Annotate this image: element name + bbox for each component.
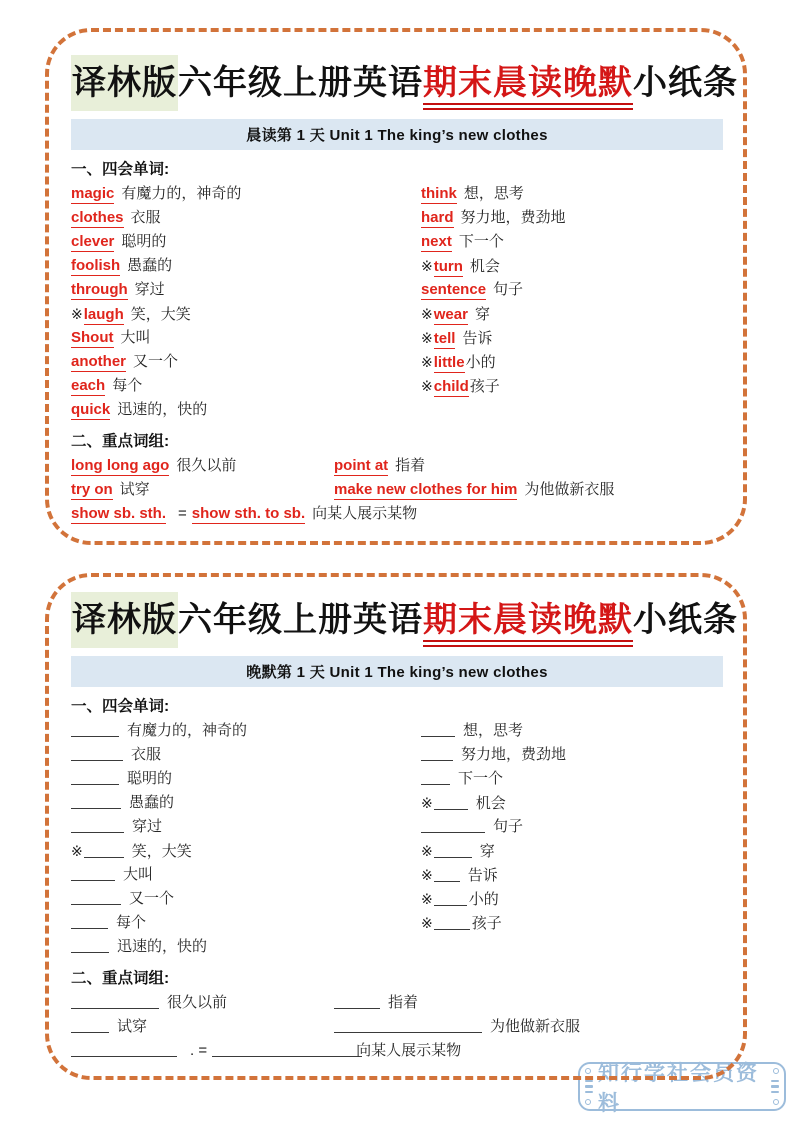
answer-blank — [71, 817, 124, 833]
word-row — [71, 230, 421, 254]
chinese-meaning: 愚蠢的 — [129, 794, 175, 811]
word-row — [421, 350, 723, 374]
section-words-label: 一、四会单词: — [71, 161, 170, 178]
word-row — [71, 911, 421, 935]
word-row — [421, 182, 723, 206]
chinese-meaning: 努力地，费劲地 — [460, 209, 566, 226]
english-word: show sb. sth. — [71, 505, 167, 522]
word-row — [71, 887, 421, 911]
chinese-meaning: 又一个 — [129, 890, 175, 907]
word-row — [421, 719, 723, 743]
phrase-cell — [71, 991, 334, 1015]
section-phrases-label: 二、重点词组: — [71, 970, 170, 987]
title-middle: 六年级上册英语 — [178, 64, 423, 102]
card-title — [71, 60, 738, 106]
chinese-meaning: 聪明的 — [121, 233, 167, 250]
chinese-meaning: 句子 — [493, 818, 524, 835]
chinese-meaning: 下一个 — [458, 770, 504, 787]
chinese-meaning: 很久以前 — [167, 994, 228, 1011]
phrase-row — [71, 1015, 723, 1039]
english-word: hard — [421, 209, 454, 226]
english-word: tell — [433, 330, 456, 347]
word-row — [71, 815, 421, 839]
answer-blank — [421, 721, 455, 737]
triple-bar-icon — [585, 1080, 593, 1094]
word-row — [71, 206, 421, 230]
answer-blank — [71, 745, 123, 761]
corner-dot-icon — [773, 1068, 779, 1074]
watermark-text: 知行学社会员资料 — [598, 1061, 759, 1115]
english-word: Shout — [71, 329, 114, 346]
chinese-meaning: 愚蠢的 — [127, 257, 173, 274]
english-word: turn — [433, 258, 463, 275]
corner-dot-icon — [773, 1099, 779, 1105]
english-word: clothes — [71, 209, 124, 226]
title-tail: 小纸条 — [633, 64, 738, 102]
word-row — [421, 326, 723, 350]
word-row — [421, 230, 723, 254]
answer-blank — [421, 769, 450, 785]
morning-reading-card — [45, 28, 747, 545]
word-list — [71, 182, 723, 422]
answer-blank — [434, 842, 472, 858]
answer-blank — [434, 866, 460, 882]
word-row — [71, 374, 421, 398]
answer-blank — [71, 769, 119, 785]
word-column-left — [71, 719, 421, 959]
chinese-meaning: 试穿 — [117, 1018, 148, 1035]
english-word: make new clothes for him — [334, 481, 518, 498]
phrase-cell — [71, 1015, 334, 1039]
chinese-meaning: 孩子 — [469, 378, 500, 395]
chinese-meaning: 小的 — [468, 891, 499, 908]
english-word: show sth. to sb. — [191, 505, 306, 522]
phrase-row — [71, 991, 723, 1015]
phrase-cell — [71, 505, 417, 522]
star-mark: ※ — [421, 378, 433, 394]
star-mark: ※ — [71, 306, 83, 322]
chinese-meaning: 有魔力的，神奇的 — [121, 185, 242, 202]
word-row — [421, 887, 723, 911]
chinese-meaning: 大叫 — [123, 866, 154, 883]
word-row — [421, 374, 723, 398]
title-red-underlined: 期末晨读晚默 — [423, 601, 633, 647]
answer-blank — [84, 842, 124, 858]
phrase-cell — [71, 1042, 461, 1059]
english-word: try on — [71, 481, 113, 498]
word-row — [71, 254, 421, 278]
chinese-meaning: 穿 — [479, 843, 495, 860]
day-unit-band: 晨读第 1 天 Unit 1 The king’s new clothes — [71, 119, 723, 150]
chinese-meaning: 很久以前 — [176, 457, 237, 474]
chinese-meaning: 机会 — [469, 258, 500, 275]
section-phrases-label: 二、重点词组: — [71, 433, 170, 450]
day-unit-band: 晚默第 1 天 Unit 1 The king’s new clothes — [71, 656, 723, 687]
chinese-meaning: 迅速的，快的 — [117, 938, 208, 955]
english-word: each — [71, 377, 106, 394]
word-row — [71, 935, 421, 959]
answer-blank — [71, 721, 119, 737]
chinese-meaning: 穿过 — [132, 818, 163, 835]
answer-blank — [212, 1041, 362, 1057]
phrase-cell — [71, 478, 334, 502]
chinese-meaning: 大叫 — [120, 329, 151, 346]
evening-dictation-card — [45, 573, 747, 1080]
chinese-meaning: 小的 — [465, 354, 496, 371]
title-tail: 小纸条 — [633, 601, 738, 639]
phrase-row — [71, 478, 723, 502]
word-row — [421, 863, 723, 887]
star-mark: ※ — [421, 795, 433, 811]
chinese-meaning: 向某人展示某物 — [356, 1042, 462, 1059]
phrase-cell — [334, 994, 418, 1011]
phrase-cell — [334, 481, 614, 498]
chinese-meaning: 穿过 — [134, 281, 165, 298]
word-row — [71, 278, 421, 302]
phrase-cell — [334, 1018, 580, 1035]
word-row — [421, 206, 723, 230]
answer-blank — [434, 794, 468, 810]
phrase-row — [71, 454, 723, 478]
chinese-meaning: 句子 — [493, 281, 524, 298]
star-mark: ※ — [421, 306, 433, 322]
star-mark: ※ — [421, 891, 433, 907]
chinese-meaning: 向某人展示某物 — [312, 505, 418, 522]
answer-blank — [71, 993, 159, 1009]
answer-blank — [71, 889, 121, 905]
chinese-meaning: 指着 — [388, 994, 419, 1011]
word-row — [71, 767, 421, 791]
chinese-meaning: 衣服 — [131, 746, 162, 763]
star-mark: ※ — [421, 867, 433, 883]
chinese-meaning: 穿 — [474, 306, 490, 323]
english-word: laugh — [83, 306, 124, 323]
english-word: magic — [71, 185, 115, 202]
word-row — [421, 791, 723, 815]
word-column-right — [421, 182, 723, 422]
chinese-meaning: 下一个 — [458, 233, 504, 250]
title-red-underlined: 期末晨读晚默 — [423, 64, 633, 110]
english-word: sentence — [421, 281, 487, 298]
word-row — [421, 839, 723, 863]
english-word: another — [71, 353, 127, 370]
section-words-label: 一、四会单词: — [71, 698, 170, 715]
answer-blank — [71, 937, 109, 953]
phrase-row — [71, 1039, 723, 1063]
english-word: quick — [71, 401, 111, 418]
star-mark: ※ — [71, 843, 83, 859]
answer-blank — [71, 1041, 177, 1057]
answer-blank — [71, 793, 121, 809]
chinese-meaning: 每个 — [112, 377, 143, 394]
word-row — [71, 719, 421, 743]
equals-text: . = — [190, 1042, 208, 1059]
word-row — [71, 791, 421, 815]
title-edition-highlight: 译林版 — [71, 55, 178, 111]
chinese-meaning: 告诉 — [462, 330, 493, 347]
star-mark: ※ — [421, 330, 433, 346]
chinese-meaning: 聪明的 — [127, 770, 173, 787]
english-word: little — [433, 354, 465, 371]
word-row — [71, 743, 421, 767]
answer-blank — [434, 890, 467, 906]
word-row — [421, 278, 723, 302]
word-row — [421, 911, 723, 935]
card-title — [71, 597, 738, 643]
answer-blank — [71, 913, 108, 929]
english-word: wear — [433, 306, 468, 323]
word-list — [71, 719, 723, 959]
answer-blank — [421, 745, 453, 761]
phrase-cell — [71, 454, 334, 478]
chinese-meaning: 孩子 — [471, 915, 502, 932]
title-middle: 六年级上册英语 — [178, 601, 423, 639]
chinese-meaning: 为他做新衣服 — [524, 481, 615, 498]
phrase-list — [71, 991, 723, 1063]
english-word: next — [421, 233, 452, 250]
phrase-cell — [334, 457, 425, 474]
word-row — [421, 302, 723, 326]
chinese-meaning: 有魔力的，神奇的 — [127, 722, 248, 739]
chinese-meaning: 想，思考 — [463, 722, 524, 739]
answer-blank — [434, 914, 470, 930]
star-mark: ※ — [421, 915, 433, 931]
english-word: clever — [71, 233, 115, 250]
chinese-meaning: 迅速的，快的 — [117, 401, 208, 418]
chinese-meaning: 告诉 — [467, 867, 498, 884]
equals-text: = — [178, 505, 187, 522]
chinese-meaning: 机会 — [475, 795, 506, 812]
chinese-meaning: 为他做新衣服 — [490, 1018, 581, 1035]
chinese-meaning: 衣服 — [130, 209, 161, 226]
phrase-list — [71, 454, 723, 526]
english-word: foolish — [71, 257, 121, 274]
answer-blank — [71, 865, 115, 881]
star-mark: ※ — [421, 843, 433, 859]
chinese-meaning: 笑，大笑 — [130, 306, 191, 323]
chinese-meaning: 试穿 — [119, 481, 150, 498]
english-word: child — [433, 378, 469, 395]
word-row — [71, 350, 421, 374]
star-mark: ※ — [421, 258, 433, 274]
chinese-meaning: 又一个 — [133, 353, 179, 370]
star-mark: ※ — [421, 354, 433, 370]
english-word: think — [421, 185, 457, 202]
answer-blank — [334, 1017, 482, 1033]
english-word: long long ago — [71, 457, 170, 474]
word-row — [71, 326, 421, 350]
chinese-meaning: 每个 — [116, 914, 147, 931]
corner-dot-icon — [585, 1099, 591, 1105]
answer-blank — [71, 1017, 109, 1033]
word-row — [71, 398, 421, 422]
answer-blank — [334, 993, 380, 1009]
word-row — [421, 743, 723, 767]
word-row — [421, 815, 723, 839]
chinese-meaning: 努力地，费劲地 — [461, 746, 567, 763]
answer-blank — [421, 817, 485, 833]
word-row — [71, 839, 421, 863]
english-word: point at — [334, 457, 389, 474]
word-row — [71, 182, 421, 206]
chinese-meaning: 想，思考 — [463, 185, 524, 202]
word-column-left — [71, 182, 421, 422]
word-row — [421, 767, 723, 791]
word-row — [71, 863, 421, 887]
word-column-right — [421, 719, 723, 959]
chinese-meaning: 指着 — [395, 457, 426, 474]
chinese-meaning: 笑，大笑 — [131, 843, 192, 860]
word-row — [421, 254, 723, 278]
word-row — [71, 302, 421, 326]
title-edition-highlight: 译林版 — [71, 592, 178, 648]
english-word: through — [71, 281, 128, 298]
triple-bar-icon — [771, 1080, 779, 1094]
phrase-row — [71, 502, 723, 526]
